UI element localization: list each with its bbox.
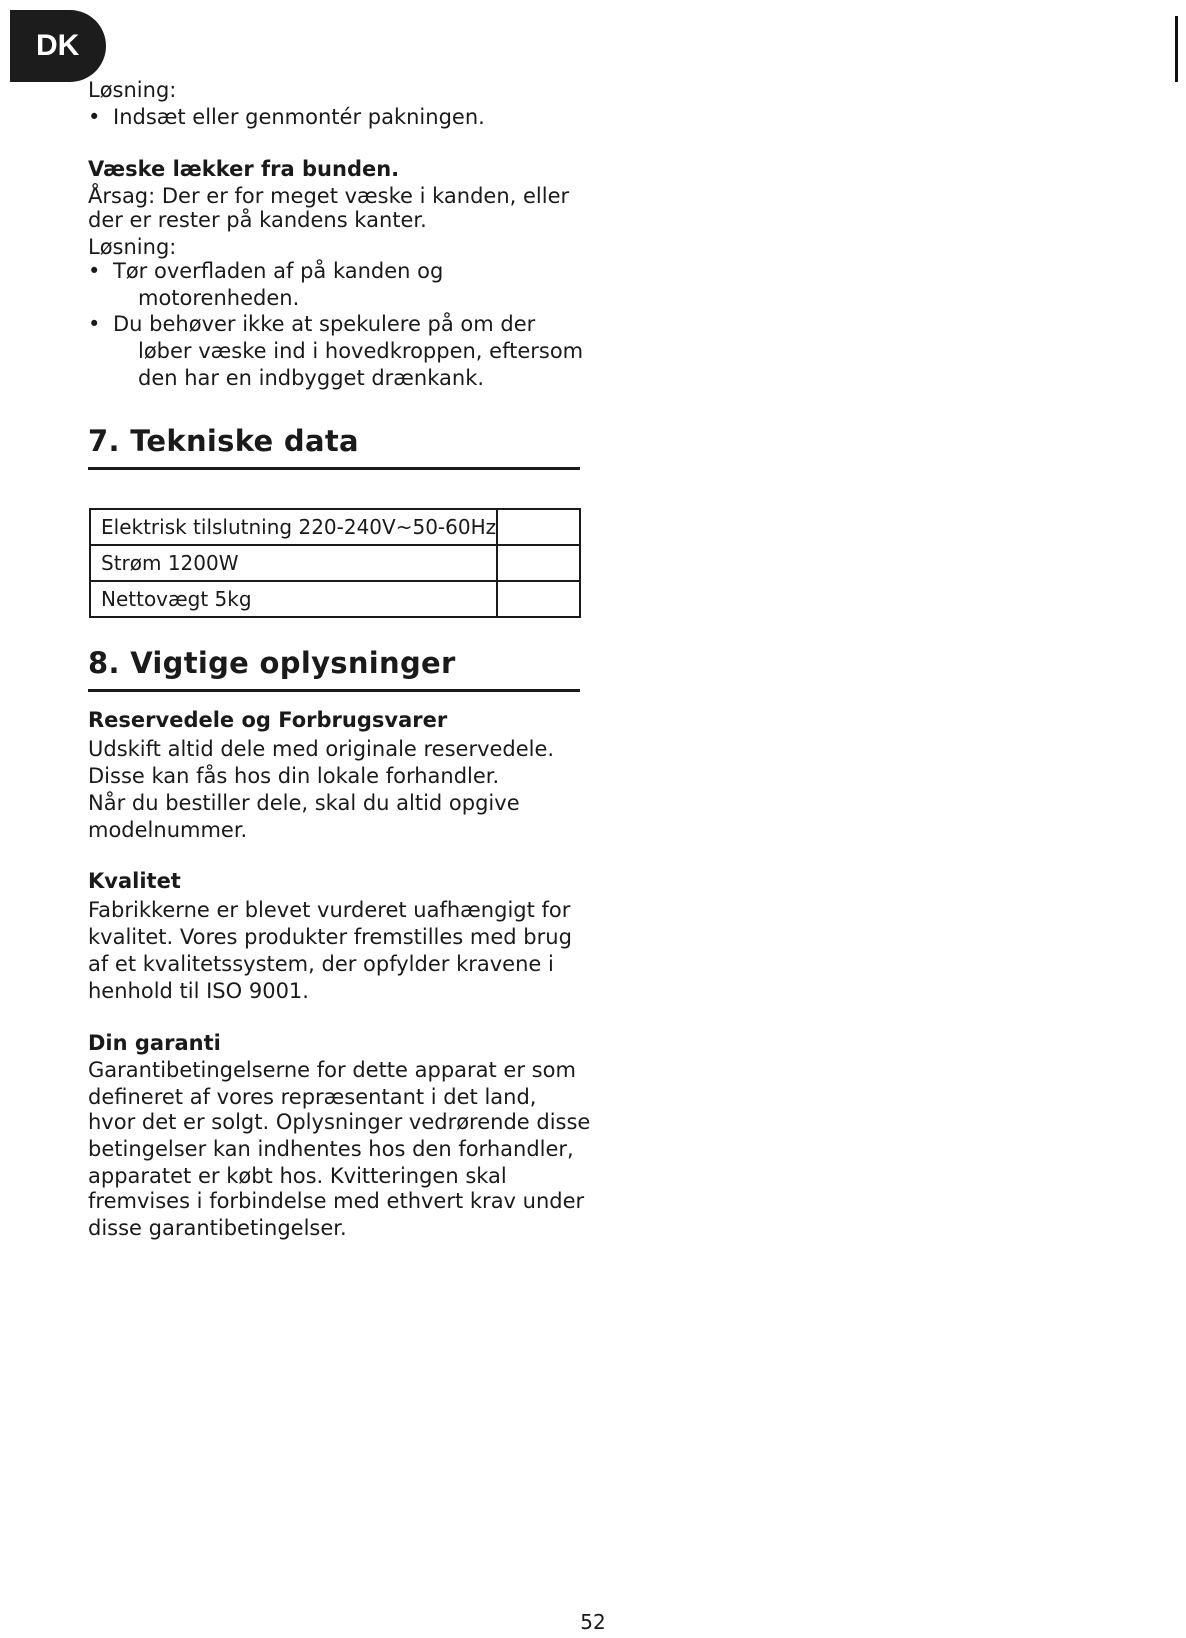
parts-title: Reservedele og Forbrugsvarer bbox=[88, 708, 448, 732]
bullet-icon: • bbox=[88, 312, 101, 336]
warranty-text: fremvises i forbindelse med ethvert krav under bbox=[88, 1189, 585, 1213]
page-edge-marker bbox=[1175, 16, 1178, 82]
leak-solution-label: Løsning: bbox=[88, 235, 177, 259]
bullet-icon: • bbox=[88, 259, 101, 283]
section-7-heading: 7. Tekniske data bbox=[88, 424, 359, 458]
table-row bbox=[90, 581, 580, 617]
leak-title: Væske lækker fra bunden. bbox=[88, 157, 400, 181]
table-cell bbox=[497, 509, 580, 545]
language-tab: DK bbox=[10, 10, 106, 82]
table-cell: Strøm 1200W bbox=[90, 545, 497, 581]
leak-cause-cont: der er rester på kandens kanter. bbox=[88, 208, 427, 232]
warranty-text: betingelser kan indhentes hos den forhandler, bbox=[88, 1137, 574, 1161]
table-cell bbox=[497, 545, 580, 581]
table-row bbox=[90, 509, 580, 545]
section-7-rule bbox=[88, 467, 580, 470]
table-row bbox=[90, 545, 580, 581]
warranty-text: Garantibetingelserne for dette apparat er som bbox=[88, 1058, 576, 1082]
section-8-heading: 8. Vigtige oplysninger bbox=[88, 646, 456, 680]
quality-text: henhold til ISO 9001. bbox=[88, 979, 309, 1003]
quality-text: af et kvalitetssystem, der opfylder kravene i bbox=[88, 952, 554, 976]
warranty-text: apparatet er købt hos. Kvitteringen skal bbox=[88, 1164, 507, 1188]
page-number: 52 bbox=[580, 1610, 606, 1634]
list-item: • Tør overfladen af på kanden og motorenheden. bbox=[88, 259, 444, 310]
parts-text: modelnummer. bbox=[88, 818, 248, 842]
bullet-icon: • bbox=[88, 105, 101, 129]
list-item: • Indsæt eller genmontér pakningen. bbox=[88, 105, 485, 129]
parts-text: Når du bestiller dele, skal du altid opgive bbox=[88, 791, 520, 815]
solution-label: Løsning: bbox=[88, 78, 177, 102]
table-cell: Nettovægt 5kg bbox=[90, 581, 497, 617]
section-8-rule bbox=[88, 689, 580, 692]
warranty-title: Din garanti bbox=[88, 1031, 221, 1055]
warranty-text: disse garantibetingelser. bbox=[88, 1216, 347, 1240]
quality-text: kvalitet. Vores produkter fremstilles med brug bbox=[88, 925, 572, 949]
table-cell bbox=[497, 581, 580, 617]
parts-text: Udskift altid dele med originale reservedele. bbox=[88, 737, 555, 761]
parts-text: Disse kan fås hos din lokale forhandler. bbox=[88, 764, 500, 788]
leak-cause: Årsag: Der er for meget væske i kanden, eller bbox=[88, 184, 570, 208]
warranty-text: hvor det er solgt. Oplysninger vedrørende disse bbox=[88, 1110, 591, 1134]
quality-title: Kvalitet bbox=[88, 869, 181, 893]
quality-text: Fabrikkerne er blevet vurderet uafhængigt for bbox=[88, 898, 571, 922]
list-item: • Du behøver ikke at spekulere på om der løber væske ind i hovedkroppen, eftersom den har en indbygget drænkank. bbox=[88, 312, 584, 390]
table-cell: Elektrisk tilslutning 220-240V~50-60Hz bbox=[90, 509, 497, 545]
tech-data-table bbox=[89, 508, 581, 618]
warranty-text: defineret af vores repræsentant i det land, bbox=[88, 1085, 537, 1109]
